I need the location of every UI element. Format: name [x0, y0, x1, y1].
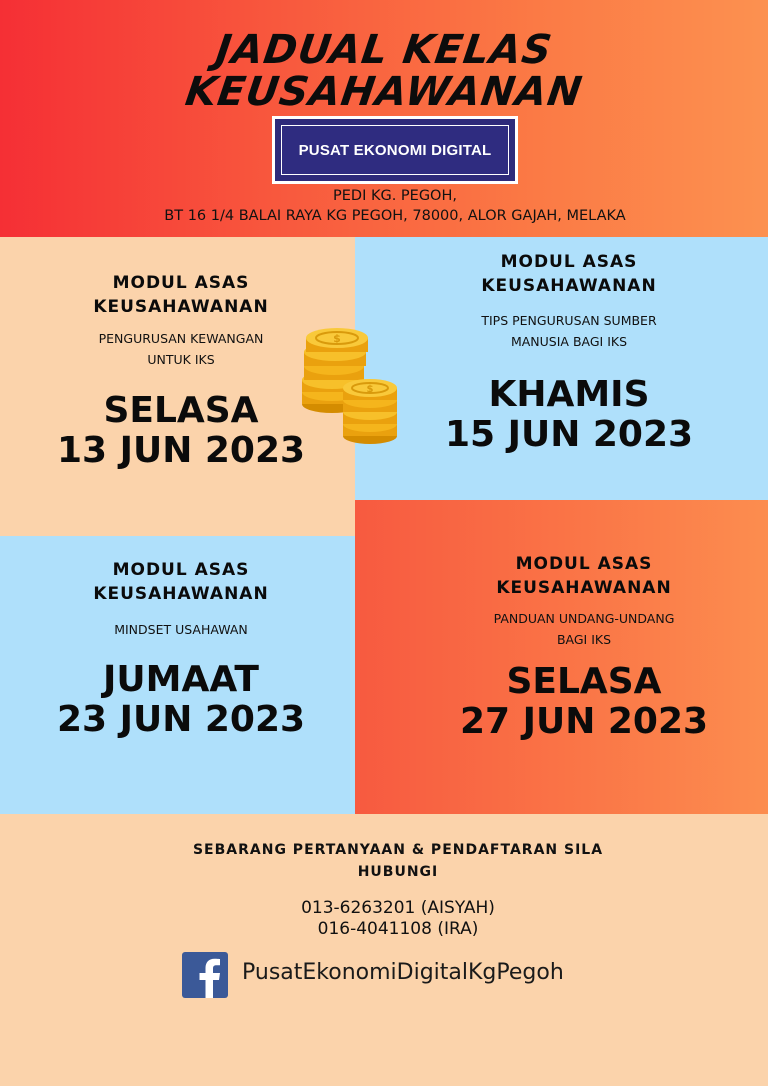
class-date: 27 JUN 2023 [459, 701, 709, 742]
module-title-line-2: KEUSAHAWANAN [481, 276, 657, 296]
module-title-line-2: KEUSAHAWANAN [496, 578, 672, 598]
topic-line-2: MANUSIA BAGI IKS [510, 334, 628, 349]
title-line-1: JADUAL KELAS [212, 27, 556, 73]
inquiry-line-2: HUBUNGI [357, 864, 439, 880]
coin-stack-right [343, 379, 397, 444]
module-title-line-1: MODUL ASAS [515, 554, 653, 574]
class-day: JUMAAT [103, 659, 259, 700]
phone-contact-1[interactable]: 013-6263201 (AISYAH) [301, 898, 495, 918]
organizer-badge-label: PUSAT EKONOMI DIGITAL [281, 125, 509, 175]
module-title-line-2: KEUSAHAWANAN [93, 297, 269, 317]
title-line-2: KEUSAHAWANAN [182, 69, 586, 115]
address-line-1: PEDI KG. PEGOH, [333, 188, 457, 204]
topic-line-1: PANDUAN UNDANG-UNDANG [493, 611, 675, 626]
gold-coins-icon [298, 322, 402, 446]
address-line-2: BT 16 1/4 BALAI RAYA KG PEGOH, 78000, ALOR GAJAH, MELAKA [164, 208, 626, 224]
topic-line-2: UNTUK IKS [147, 352, 215, 367]
topic-line-1: MINDSET USAHAWAN [114, 622, 248, 637]
svg-text:$: $ [333, 332, 341, 345]
facebook-icon[interactable] [182, 952, 228, 998]
topic-line-2: BAGI IKS [556, 632, 612, 647]
phone-contact-2[interactable]: 016-4041108 (IRA) [317, 919, 479, 939]
header-banner [0, 0, 768, 237]
module-title-line-1: MODUL ASAS [500, 252, 638, 272]
inquiry-line-1: SEBARANG PERTANYAAN & PENDAFTARAN SILA [192, 842, 604, 858]
class-day: KHAMIS [488, 374, 650, 415]
class-date: 15 JUN 2023 [444, 414, 694, 455]
class-date: 23 JUN 2023 [56, 699, 306, 740]
topic-line-1: TIPS PENGURUSAN SUMBER [481, 313, 657, 328]
class-card-4 [355, 500, 768, 814]
class-day: SELASA [506, 661, 662, 702]
class-day: SELASA [103, 390, 259, 431]
module-title-line-1: MODUL ASAS [112, 560, 250, 580]
svg-text:$: $ [366, 384, 374, 395]
topic-line-1: PENGURUSAN KEWANGAN [98, 331, 264, 346]
facebook-page-link[interactable]: PusatEkonomiDigitalKgPegoh [242, 960, 564, 985]
module-title-line-1: MODUL ASAS [112, 273, 250, 293]
class-date: 13 JUN 2023 [56, 430, 306, 471]
class-card-2 [355, 237, 768, 500]
module-title-line-2: KEUSAHAWANAN [93, 584, 269, 604]
organizer-badge [272, 116, 518, 184]
class-card-3 [0, 536, 355, 814]
